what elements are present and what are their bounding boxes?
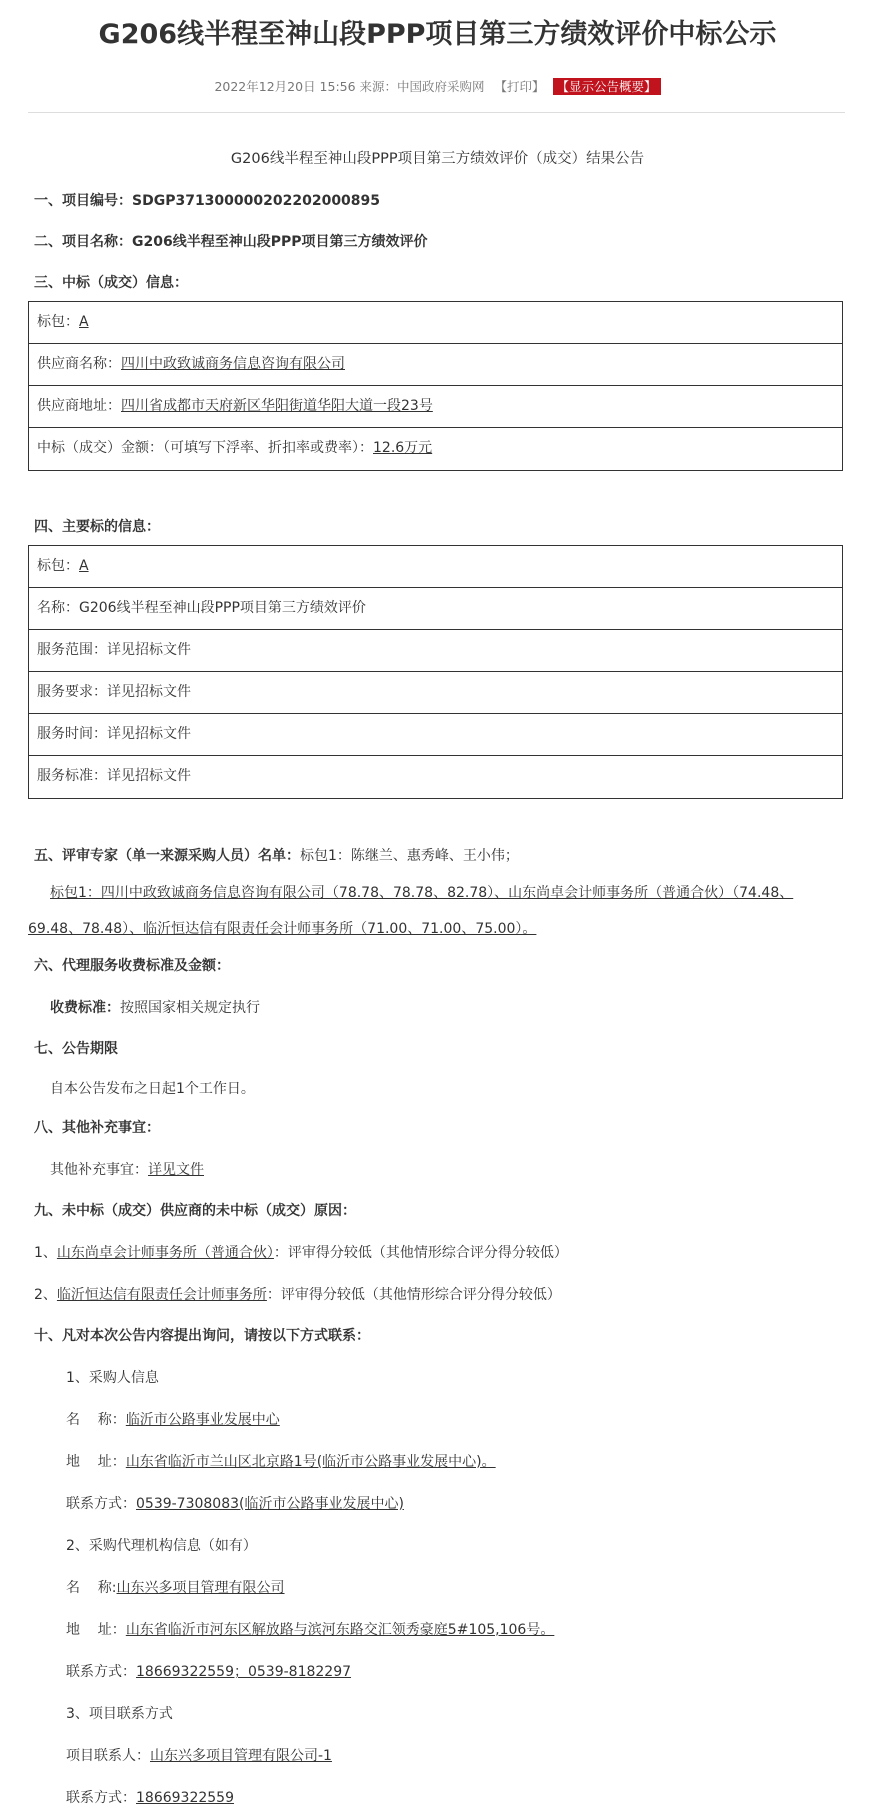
section-other-matters-heading: 八、其他补充事宜： xyxy=(34,1120,160,1136)
project-name xyxy=(34,231,428,251)
notice-period-text: 自本公告发布之日起1个工作日。 xyxy=(50,1081,255,1097)
experts-heading: 五、评审专家（单一来源采购人员）名单： xyxy=(34,848,300,864)
agency-name: 山东兴多项目管理有限公司 xyxy=(116,1580,285,1596)
purchaser-address: 山东省临沂市兰山区北京路1号(临沂市公路事业发展中心)。 xyxy=(125,1454,496,1470)
project-person: 山东兴多项目管理有限公司-1 xyxy=(150,1748,332,1764)
experts-names: 标包1：陈继兰、惠秀峰、王小伟； xyxy=(300,848,519,864)
agency-fee-line xyxy=(50,997,260,1017)
table-row: 标包：A xyxy=(29,546,842,588)
announcement-title: G206线半程至神山段PPP项目第三方绩效评价（成交）结果公告 xyxy=(230,151,645,167)
agency-address: 山东省临沂市河东区解放路与滨河东路交汇领秀豪庭5#105,106号。 xyxy=(125,1622,555,1638)
purchaser-contact-line: 联系方式：0539-7308083(临沂市公路事业发展中心) xyxy=(66,1496,404,1512)
table-row: 中标（成交）金额：（可填写下浮率、折扣率或费率）：12.6万元 xyxy=(37,440,433,456)
list-item: 1、山东尚卓会计师事务所（普通合伙）：评审得分较低（其他情形综合评分得分较低） xyxy=(34,1245,568,1261)
project-contact-heading: 3、项目联系方式 xyxy=(66,1706,173,1722)
table-row: 服务范围：详见招标文件 xyxy=(29,630,842,672)
table-row: 标包：A xyxy=(29,302,842,344)
page-title: G206线半程至神山段PPP项目第三方绩效评价中标公示 xyxy=(98,19,777,50)
section-unsuccessful-heading: 九、未中标（成交）供应商的未中标（成交）原因： xyxy=(34,1203,356,1219)
summary-toggle-button[interactable]: 【显示公告概要】 xyxy=(553,78,661,95)
table-row: 供应商名称：四川中政致诚商务信息咨询有限公司 xyxy=(29,344,842,386)
expert-scores xyxy=(28,875,846,947)
agency-fee-value: 按照国家相关规定执行 xyxy=(120,1000,260,1016)
expert-scores-text: 标包1：四川中政致诚商务信息咨询有限公司（78.78、78.78、82.78）、山东尚卓会计师事务所（普通合伙）（74.48、69.48、78.48）、临沂恒达信有限责任会计师事务所（71.00、71.00、75.00）。 xyxy=(28,885,794,937)
section-notice-period-heading: 七、公告期限 xyxy=(34,1041,118,1057)
print-link[interactable]: 【打印】 xyxy=(494,79,545,94)
section-contact-heading: 十、凡对本次公告内容提出询问，请按以下方式联系： xyxy=(34,1328,370,1344)
project-contact: 18669322559 xyxy=(136,1790,234,1806)
project-number-label: 一、项目编号： xyxy=(34,193,132,209)
project-number xyxy=(34,190,380,210)
agency-contact-line: 联系方式：18669322559；0539-8182297 xyxy=(66,1664,352,1680)
purchaser-name-line: 名 称：临沂市公路事业发展中心 xyxy=(66,1412,280,1428)
project-name-label: 二、项目名称： xyxy=(34,234,132,250)
agency-fee-label: 收费标准： xyxy=(50,1000,120,1016)
agency-heading: 2、采购代理机构信息（如有） xyxy=(66,1538,257,1554)
table-row: 服务要求：详见招标文件 xyxy=(29,672,842,714)
other-matters-line xyxy=(50,1159,204,1179)
project-person-line: 项目联系人：山东兴多项目管理有限公司-1 xyxy=(66,1748,332,1764)
section-agency-fee-heading: 六、代理服务收费标准及金额： xyxy=(34,958,230,974)
purchaser-heading: 1、采购人信息 xyxy=(66,1370,159,1386)
purchaser-contact: 0539-7308083(临沂市公路事业发展中心) xyxy=(136,1496,404,1512)
other-matters-label: 其他补充事宜： xyxy=(50,1162,148,1178)
winning-info-table xyxy=(28,301,843,471)
project-name-value: G206线半程至神山段PPP项目第三方绩效评价 xyxy=(132,234,428,250)
section-winning-info-heading: 三、中标（成交）信息： xyxy=(34,275,188,291)
divider xyxy=(28,112,845,113)
table-row: 名称：G206线半程至神山段PPP项目第三方绩效评价 xyxy=(29,588,842,630)
agency-address-line: 地 址：山东省临沂市河东区解放路与滨河东路交汇领秀豪庭5#105,106号。 xyxy=(66,1622,555,1638)
list-item: 2、临沂恒达信有限责任会计师事务所：评审得分较低（其他情形综合评分得分较低） xyxy=(34,1287,561,1303)
main-subject-table xyxy=(28,545,843,799)
other-matters-value: 详见文件 xyxy=(148,1162,204,1178)
agency-contact: 18669322559；0539-8182297 xyxy=(136,1664,352,1680)
date-source: 2022年12月20日 15:56 来源：中国政府采购网 xyxy=(214,79,485,94)
agency-name-line: 名 称:山东兴多项目管理有限公司 xyxy=(66,1580,285,1596)
purchaser-address-line: 地 址：山东省临沂市兰山区北京路1号(临沂市公路事业发展中心)。 xyxy=(66,1454,496,1470)
project-contact-line: 联系方式：18669322559 xyxy=(66,1790,234,1806)
section-main-subject-heading: 四、主要标的信息： xyxy=(34,519,160,535)
experts-line xyxy=(34,845,519,865)
purchaser-name: 临沂市公路事业发展中心 xyxy=(125,1412,280,1428)
table-row: 服务时间：详见招标文件 xyxy=(29,714,842,756)
table-row: 供应商地址：四川省成都市天府新区华阳街道华阳大道一段23号 xyxy=(29,386,842,428)
article-meta xyxy=(0,77,875,95)
table-row: 服务标准：详见招标文件 xyxy=(37,768,191,784)
project-number-value: SDGP371300000202202000895 xyxy=(132,193,381,209)
